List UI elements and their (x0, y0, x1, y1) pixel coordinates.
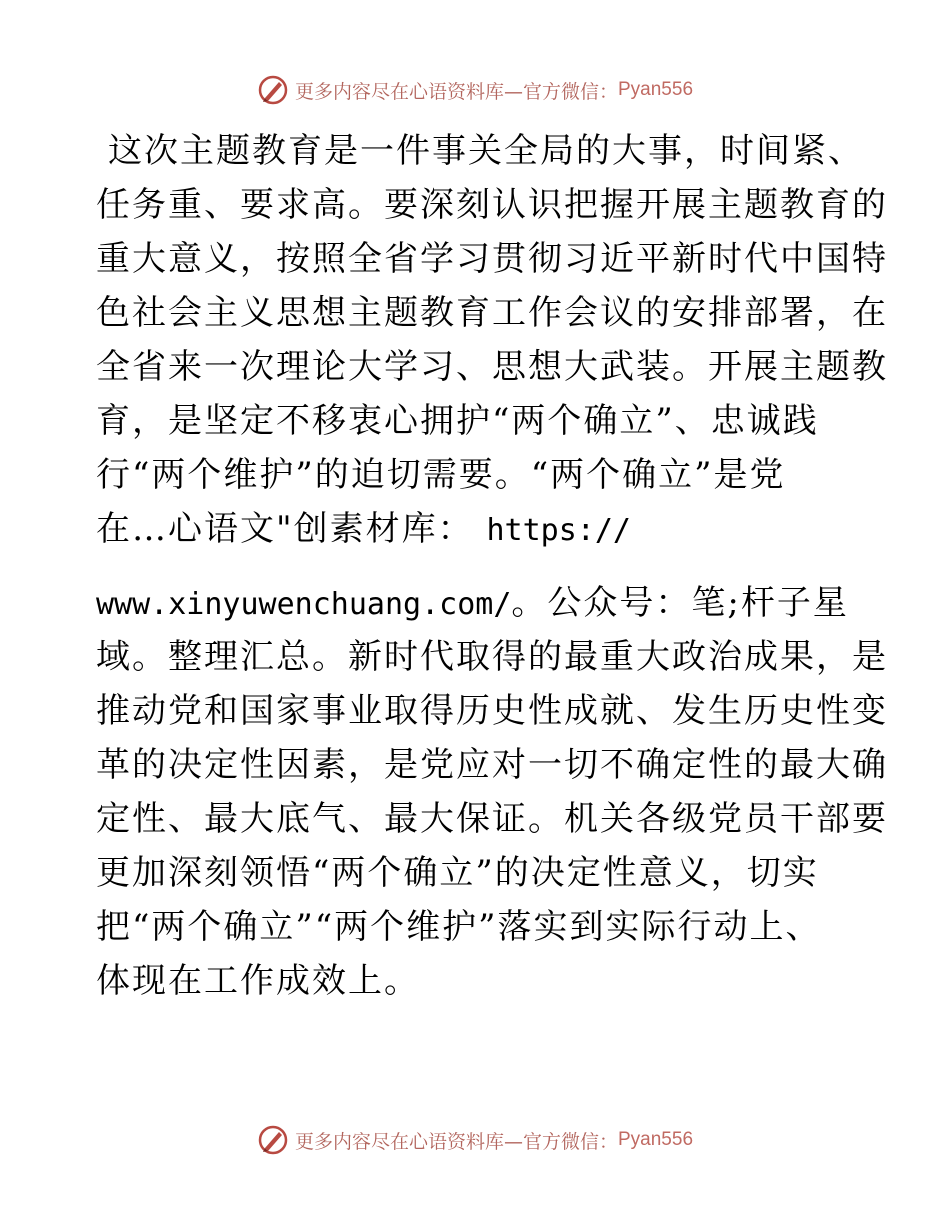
body-text-fragment: 。公众号：笔;杆子星 (511, 583, 849, 623)
body-line: 任务重、要求高。要深刻认识把握开展主题教育的 (96, 185, 888, 225)
body-line-with-link (96, 576, 856, 630)
body-line: 行“两个维护”的迫切需要。“两个确立”是党 (96, 455, 786, 495)
body-line: 定性、最大底气、最大保证。机关各级党员干部要 (96, 799, 888, 839)
watermark-text: 更多内容尽在心语资料库—官方微信： (294, 1130, 618, 1153)
body-line: 重大意义，按照全省学习贯彻习近平新时代中国特 (96, 239, 888, 279)
pen-seal-logo-icon (257, 1124, 289, 1156)
body-line-with-link (96, 502, 856, 556)
url-fragment: www.xinyuwenchuang.com/ (96, 587, 512, 622)
header-watermark (0, 70, 950, 110)
body-line: 推动党和国家事业取得历史性成就、发生历史性变 (96, 691, 888, 731)
body-line: 体现在工作成效上。 (96, 961, 420, 1001)
body-line: 域。整理汇总。新时代取得的最重大政治成果，是 (96, 637, 888, 677)
body-line: 育，是坚定不移衷心拥护“两个确立”、忠诚践 (96, 401, 819, 441)
body-line: 更加深刻领悟“两个确立”的决定性意义，切实 (96, 853, 819, 893)
body-line: 把“两个确立”“两个维护”落实到实际行动上、 (96, 907, 822, 947)
watermark-wechat-id: Pyan556 (618, 1129, 694, 1150)
body-line: 这次主题教育是一件事关全局的大事，时间紧、 (108, 131, 864, 171)
document-body (96, 124, 888, 1008)
url-fragment: https:// (486, 513, 631, 548)
body-line: 革的决定性因素，是党应对一切不确定性的最大确 (96, 745, 888, 785)
footer-watermark (0, 1120, 950, 1160)
body-text-fragment: 在…心语文"创素材库： (96, 509, 474, 549)
watermark-wechat-id: Pyan556 (618, 79, 694, 100)
pen-seal-logo-icon (257, 74, 289, 106)
body-line: 色社会主义思想主题教育工作会议的安排部署，在 (96, 293, 888, 333)
body-line: 全省来一次理论大学习、思想大武装。开展主题教 (96, 347, 888, 387)
watermark-text: 更多内容尽在心语资料库—官方微信： (294, 80, 618, 103)
